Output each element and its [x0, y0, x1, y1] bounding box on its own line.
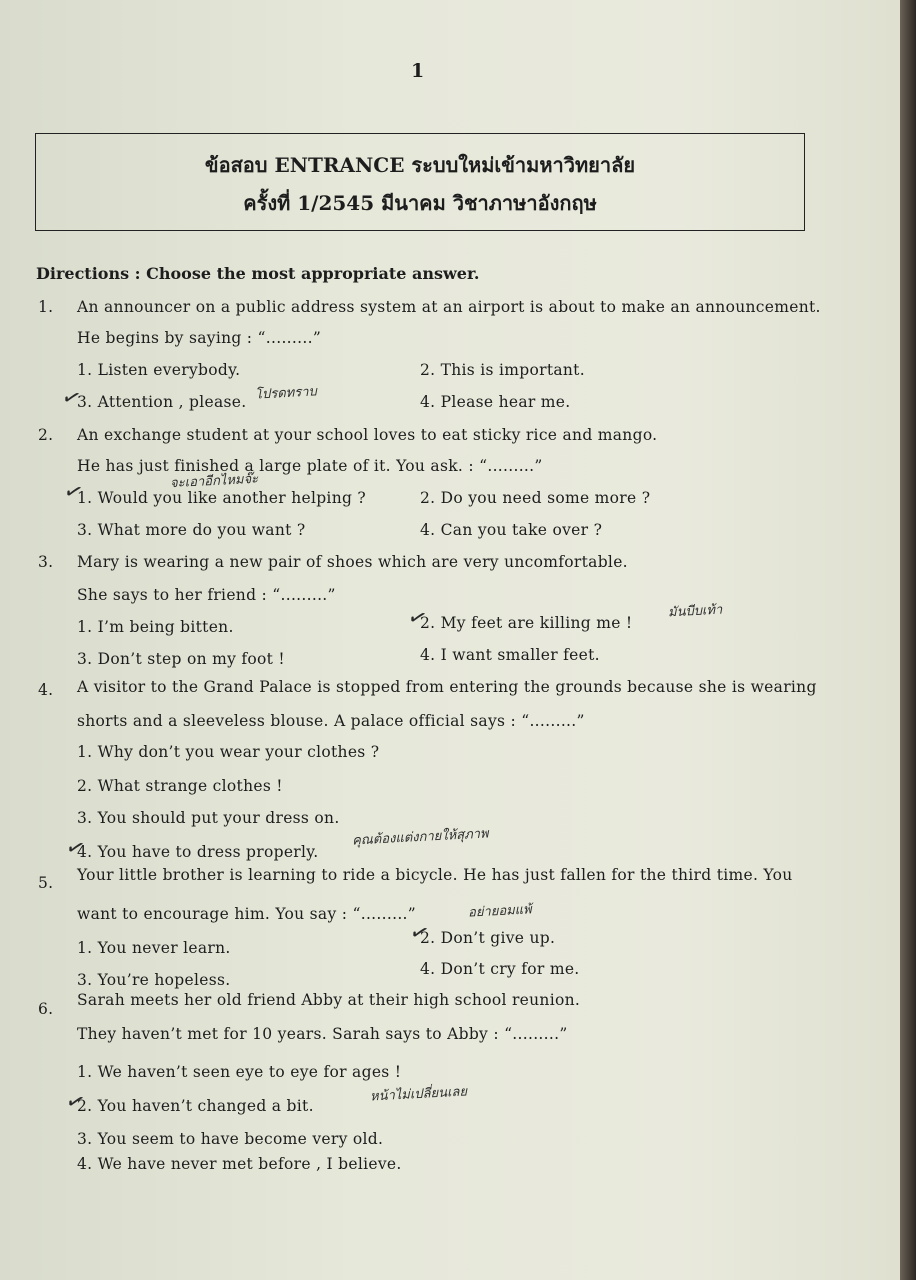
answer-choice: 1. You never learn.: [77, 939, 231, 957]
answer-choice: 4. I want smaller feet.: [420, 646, 600, 664]
question-number: 2.: [38, 426, 54, 444]
question-number: 3.: [38, 553, 54, 571]
question-stem: He has just finished a large plate of it. You ask. : “.........”: [77, 457, 543, 475]
question-stem: Your little brother is learning to ride a bicycle. He has just fallen for the third time. You: [77, 866, 793, 884]
question-number: 5.: [38, 874, 54, 892]
answer-choice: 4. Please hear me.: [420, 393, 571, 411]
question-stem: They haven’t met for 10 years. Sarah says to Abby : “.........”: [77, 1025, 568, 1043]
handwritten-note: คุณต้องแต่งกายให้สุภาพ: [351, 826, 489, 849]
answer-choice: 2. Don’t give up.: [420, 929, 556, 947]
page-binding-edge: [900, 0, 916, 1280]
question-number: 6.: [38, 1000, 54, 1018]
answer-choice: 1. Listen everybody.: [77, 361, 241, 379]
answer-choice: 4. Can you take over ?: [420, 521, 603, 539]
question-stem: Mary is wearing a new pair of shoes which are very uncomfortable.: [77, 553, 628, 571]
tick-mark-icon: ✓: [62, 833, 89, 864]
question-stem: want to encourage him. You say : “.........”: [77, 905, 416, 923]
answer-choice: 3. You’re hopeless.: [77, 971, 231, 989]
answer-choice: 1. Would you like another helping ?: [77, 489, 367, 507]
answer-choice: 1. I’m being bitten.: [77, 618, 234, 636]
question-stem: An announcer on a public address system at an airport is about to make an announcement.: [77, 298, 821, 316]
handwritten-note: อย่ายอมแพ้: [467, 902, 533, 921]
handwritten-note: โปรดทราบ: [254, 384, 318, 403]
answer-choice: 1. Why don’t you wear your clothes ?: [77, 743, 380, 761]
question-stem: An exchange student at your school loves to eat sticky rice and mango.: [77, 426, 658, 444]
answer-choice: 2. You haven’t changed a bit.: [77, 1097, 314, 1115]
answer-choice: 2. My feet are killing me !: [420, 614, 633, 632]
question-stem: Sarah meets her old friend Abby at their high school reunion.: [77, 991, 581, 1009]
question-number: 4.: [38, 681, 54, 699]
answer-choice: 3. What more do you want ?: [77, 521, 306, 539]
exam-title-box: [35, 133, 805, 231]
handwritten-note: มันบีบเท้า: [667, 602, 723, 621]
directions: Directions : Choose the most appropriate answer.: [36, 264, 480, 283]
handwritten-note: จะเอาอีกไหมจ๊ะ: [169, 471, 259, 492]
page-number: 1: [411, 60, 425, 82]
handwritten-note: หน้าไม่เปลี่ยนเลย: [369, 1084, 468, 1105]
answer-choice: 2. What strange clothes !: [77, 777, 283, 795]
tick-mark-icon: ✓: [404, 603, 431, 634]
question-stem: shorts and a sleeveless blouse. A palace official says : “.........”: [77, 712, 585, 730]
answer-choice: 2. Do you need some more ?: [420, 489, 651, 507]
answer-choice: 4. We have never met before , I believe.: [77, 1155, 402, 1173]
tick-mark-icon: ✓: [60, 477, 87, 508]
answer-choice: 3. You should put your dress on.: [77, 809, 340, 827]
answer-choice: 4. Don’t cry for me.: [420, 960, 580, 978]
answer-choice: 1. We haven’t seen eye to eye for ages !: [77, 1063, 402, 1081]
answer-choice: 3. Attention , please.: [77, 393, 247, 411]
question-stem: A visitor to the Grand Palace is stopped from entering the grounds because she is wearing: [77, 678, 817, 696]
answer-choice: 3. You seem to have become very old.: [77, 1130, 384, 1148]
answer-choice: 3. Don’t step on my foot !: [77, 650, 285, 668]
question-number: 1.: [38, 298, 54, 316]
question-stem: He begins by saying : “.........”: [77, 329, 322, 347]
tick-mark-icon: ✓: [62, 1087, 89, 1118]
exam-title-line1: ข้อสอบ ENTRANCE ระบบใหม่เข้ามหาวิทยาลัย: [204, 153, 636, 177]
tick-mark-icon: ✓: [58, 383, 85, 414]
answer-choice: 2. This is important.: [420, 361, 585, 379]
exam-title-line2: ครั้งที่ 1/2545 มีนาคม วิชาภาษาอังกฤษ: [243, 191, 597, 215]
answer-choice: 4. You have to dress properly.: [77, 843, 319, 861]
tick-mark-icon: ✓: [406, 918, 433, 949]
question-stem: She says to her friend : “.........”: [77, 586, 336, 604]
